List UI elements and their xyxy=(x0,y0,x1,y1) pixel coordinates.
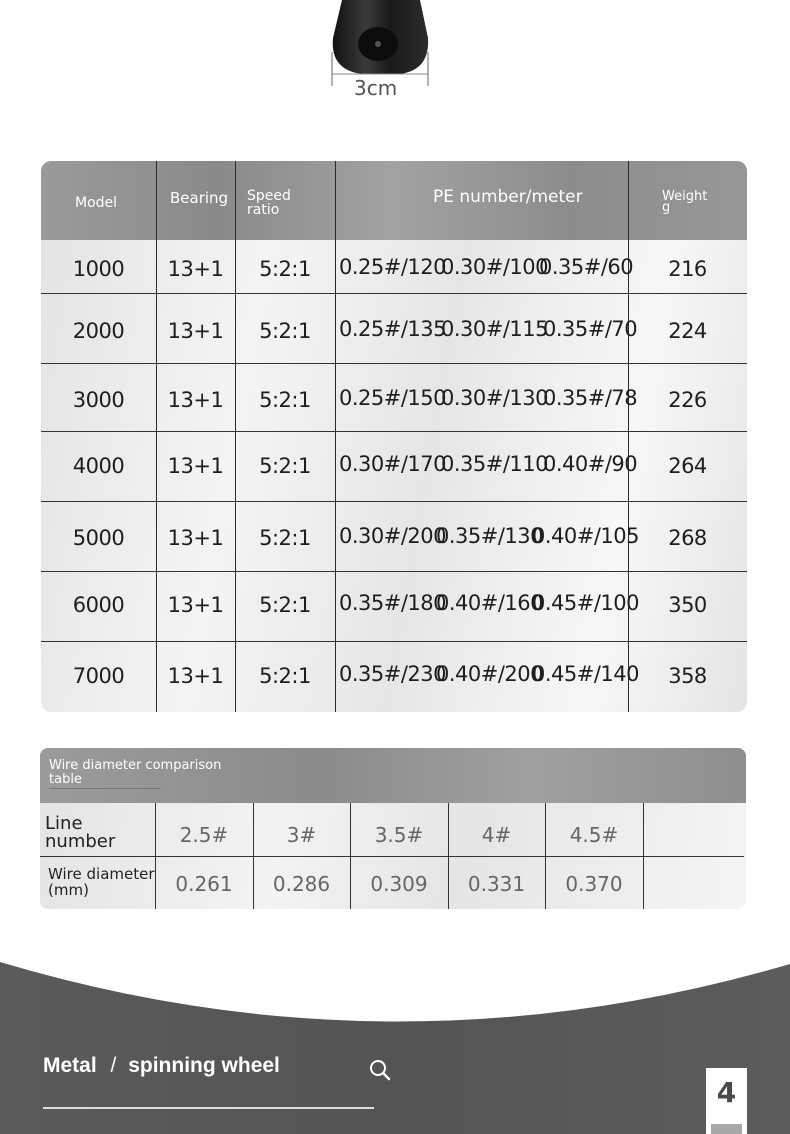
header-model: Model xyxy=(75,195,118,211)
cell-pe-2: 0.40#/160 xyxy=(436,591,544,615)
wire-diameter-label-1: Wire diameter xyxy=(48,865,155,883)
cell-pe-3: 0.35#/78 xyxy=(543,386,638,410)
banner-title-part2: spinning wheel xyxy=(128,1054,280,1077)
row-divider xyxy=(41,363,747,364)
header-weight xyxy=(662,191,707,213)
cell-ratio: 5:2:1 xyxy=(259,454,311,478)
cell-pe-2: 0.30#/100 xyxy=(441,255,549,279)
cell-model: 1000 xyxy=(72,257,125,281)
header-speed-ratio-line1: Speed xyxy=(247,188,291,204)
cell-ratio: 5:2:1 xyxy=(259,257,311,281)
col-divider xyxy=(235,161,236,712)
header-speed-ratio-line2: ratio xyxy=(247,202,280,218)
wire-diameter-table xyxy=(40,748,746,909)
line-number-cell: 4# xyxy=(481,823,512,847)
line-number-cell: 2.5# xyxy=(179,823,229,847)
cell-model: 2000 xyxy=(72,319,125,343)
diameter-cell: 0.286 xyxy=(272,872,331,896)
cell-pe-3: 0.45#/140 xyxy=(532,662,640,686)
page-number: 4 xyxy=(716,1076,737,1109)
cell-weight: 224 xyxy=(668,319,707,343)
line-number-cell: 4.5# xyxy=(569,823,619,847)
cell-bearing: 13+1 xyxy=(167,664,224,688)
cell-pe-3: 0.35#/60 xyxy=(539,255,634,279)
col-divider xyxy=(628,161,629,712)
cell-pe-3: 0.45#/100 xyxy=(532,591,640,615)
diameter-cell: 0.261 xyxy=(175,872,233,896)
cell-bearing: 13+1 xyxy=(167,319,224,343)
bottom-banner xyxy=(0,940,790,1134)
cell-bearing: 13+1 xyxy=(167,593,224,617)
cell-pe-3: 0.40#/105 xyxy=(532,524,640,548)
line-number-cell: 3# xyxy=(286,823,317,847)
cell-pe-1: 0.25#/120 xyxy=(339,255,447,279)
cell-bearing: 13+1 xyxy=(167,257,224,281)
dimension-label: 3cm xyxy=(354,76,398,100)
spec-table-header xyxy=(41,161,747,240)
diameter-cell: 0.331 xyxy=(467,872,526,896)
cell-weight: 264 xyxy=(668,454,707,478)
diameter-cell: 0.309 xyxy=(370,872,428,896)
page-number-bar xyxy=(711,1124,742,1134)
header-speed-ratio xyxy=(247,189,291,217)
cell-ratio: 5:2:1 xyxy=(259,593,311,617)
cell-model: 5000 xyxy=(72,526,125,550)
col-divider xyxy=(156,161,157,712)
spec-table xyxy=(41,161,747,712)
cell-pe-2: 0.35#/110 xyxy=(441,452,549,476)
line-number-label-1: Line xyxy=(45,813,83,834)
cell-weight: 350 xyxy=(668,593,707,617)
row-divider xyxy=(41,501,747,502)
wire-diameter-label-2: (mm) xyxy=(48,881,89,899)
cell-weight: 216 xyxy=(668,257,707,281)
reel-foot-illustration xyxy=(300,0,460,110)
wire-table-title-line2: table xyxy=(49,772,82,787)
cell-weight: 358 xyxy=(668,664,707,688)
cell-pe-1: 0.25#/150 xyxy=(339,386,447,410)
page-number-badge xyxy=(706,1068,747,1134)
cell-pe-1: 0.35#/180 xyxy=(339,591,447,615)
title-underline xyxy=(49,788,161,789)
cell-weight: 226 xyxy=(668,388,707,412)
header-weight-line2: g xyxy=(662,200,671,215)
search-icon[interactable] xyxy=(368,1058,392,1082)
cell-pe-2: 0.30#/115 xyxy=(441,317,549,341)
row-divider xyxy=(41,571,747,572)
cell-model: 6000 xyxy=(72,593,125,617)
cell-pe-2: 0.30#/130 xyxy=(441,386,549,410)
cell-pe-2: 0.35#/130 xyxy=(436,524,544,548)
cell-model: 7000 xyxy=(72,664,125,688)
row-divider xyxy=(41,641,747,642)
cell-weight: 268 xyxy=(668,526,707,550)
cell-ratio: 5:2:1 xyxy=(259,388,311,412)
row-divider xyxy=(41,293,747,294)
cell-pe-3: 0.35#/70 xyxy=(543,317,638,341)
line-number-label xyxy=(45,815,115,851)
row-divider xyxy=(41,431,747,432)
wire-table-title-line1: Wire diameter comparison xyxy=(49,758,222,773)
cell-pe-1: 0.35#/230 xyxy=(339,662,447,686)
cell-model: 4000 xyxy=(72,454,125,478)
banner-title-part1: Metal xyxy=(43,1054,97,1077)
diameter-cell: 0.370 xyxy=(565,872,623,896)
cell-ratio: 5:2:1 xyxy=(259,526,311,550)
header-pe: PE number/meter xyxy=(433,187,583,207)
col-divider xyxy=(335,161,336,712)
wire-table-title xyxy=(49,759,221,787)
cell-bearing: 13+1 xyxy=(167,388,224,412)
cell-pe-1: 0.30#/200 xyxy=(339,524,447,548)
header-weight-line1: Weight xyxy=(662,189,708,204)
cell-pe-1: 0.25#/135 xyxy=(339,317,447,341)
row-divider xyxy=(40,856,744,857)
line-number-label-2: number xyxy=(45,831,116,852)
line-number-cell: 3.5# xyxy=(374,823,424,847)
banner-title xyxy=(43,1054,280,1078)
cell-ratio: 5:2:1 xyxy=(259,319,311,343)
cell-pe-3: 0.40#/90 xyxy=(543,452,638,476)
wire-diameter-label xyxy=(48,866,155,898)
banner-underline xyxy=(43,1107,374,1109)
cell-ratio: 5:2:1 xyxy=(259,664,311,688)
cell-pe-2: 0.40#/200 xyxy=(436,662,544,686)
cell-bearing: 13+1 xyxy=(167,526,224,550)
header-bearing: Bearing xyxy=(170,189,229,207)
cell-bearing: 13+1 xyxy=(167,454,224,478)
banner-separator: / xyxy=(110,1054,117,1077)
cell-model: 3000 xyxy=(72,388,125,412)
cell-pe-1: 0.30#/170 xyxy=(339,452,447,476)
